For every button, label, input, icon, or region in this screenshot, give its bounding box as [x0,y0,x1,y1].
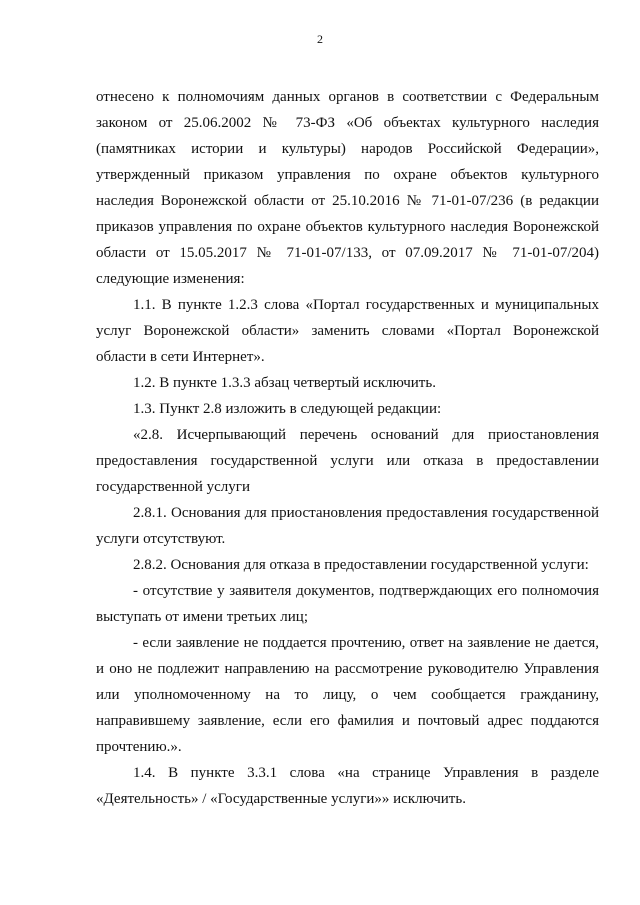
paragraph-item-1-3: 1.3. Пункт 2.8 изложить в следующей редакции: [133,401,442,417]
paragraph-item-1-4: 1.4. В пункте 3.3.1 слова «на странице Управления в разделе «Деятельность» / «Государственные услуги»» исключить. [96,765,599,807]
paragraph-refusal-reason-1: - отсутствие у заявителя документов, подтверждающих его полномочия выступать от имени третьих лиц; [96,583,599,625]
paragraph-section-2-8-2: 2.8.2. Основания для отказа в предоставлении государственной услуги: [133,557,589,573]
paragraph-item-1-2: 1.2. В пункте 1.3.3 абзац четвертый исключить. [133,375,436,391]
paragraph-item-1-1: 1.1. В пункте 1.2.3 слова «Портал государственных и муниципальных услуг Воронежской области» заменить словами «Портал Воронежской области в сети Интернет». [96,297,599,365]
paragraph-section-2-8-1: 2.8.1. Основания для приостановления предоставления государственной услуги отсутствуют. [96,505,599,547]
page-number: 2 [317,32,323,46]
paragraph-intro-continuation: отнесено к полномочиям данных органов в соответствии с Федеральным законом от 25.06.2002 № 73-ФЗ «Об объектах культурного наследия (памятниках истории и культуры) народов Российской Федерации», утвержденный приказом управления по охране объектов культурного наследия Воронежской области от 25.10.2016 № 71-01-07/236 (в редакции приказов управления по охране объектов культурного наследия Воронежской области от 15.05.2017 № 71-01-07/133, от 07.09.2017 № 71-01-07/204) следующие изменения: [96,89,599,287]
paragraph-section-2-8: «2.8. Исчерпывающий перечень оснований для приостановления предоставления государственной услуги или отказа в предоставлении государственной услуги [96,427,599,495]
paragraph-refusal-reason-2: - если заявление не поддается прочтению, ответ на заявление не дается, и оно не подлежит направлению на рассмотрение руководителю Управления или уполномоченному на то лицу, о чем сообщается гражданину, направившему заявление, если его фамилия и почтовый адрес поддаются прочтению.». [96,635,599,755]
document-body [96,84,599,812]
